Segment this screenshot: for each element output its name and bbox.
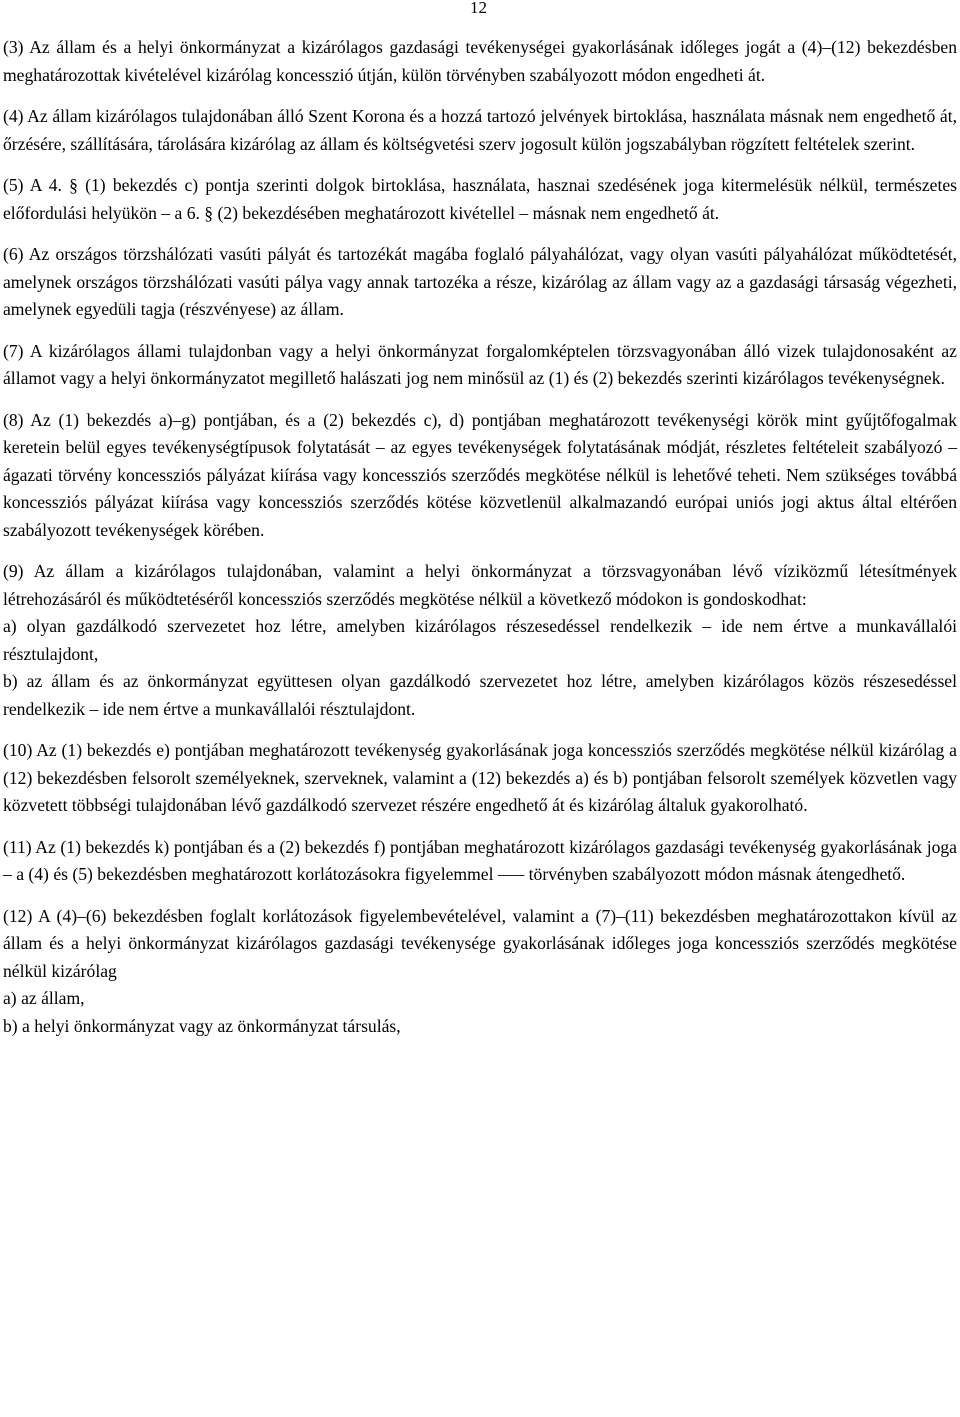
paragraph-12-point-a: a) az állam, <box>3 988 85 1008</box>
paragraph-12-group <box>3 903 957 1041</box>
paragraph-11: (11) Az (1) bekezdés k) pontjában és a (2) bekezdés f) pontjában meghatározott kizárólagos gazdasági tevékenység gyakorlásának joga ‒ a (4) és (5) bekezdésben meghatározott korlátozásokra figyelemmel —– törvényben szabályozott módon másnak átengedhető. <box>3 836 957 884</box>
paragraph-5: (5) A 4. § (1) bekezdés c) pontja szerinti dolgok birtoklása, használata, hasznai szedésének joga kitermelésük nélkül, természetes előfordulási helyükön ‒ a 6. § (2) bekezdésében meghatározott kivétellel ‒ másnak nem engedhető át. <box>3 175 957 223</box>
paragraph-8: (8) Az (1) bekezdés a)‒g) pontjában, és a (2) bekezdés c), d) pontjában meghatározott tevékenységi körök mint gyűjtőfogalmak keretein belül egyes tevékenységtípusok folytatását ‒ az egyes tevékenységek folytatásának módját, részletes feltételeit szabályozó ‒ ágazati törvény koncessziós pályázat kiírása vagy koncessziós szerződés megkötése nélkül is lehetővé teheti. Nem szükséges továbbá koncessziós pályázat kiírása vagy koncessziós szerződés kötése közvetlenül alkalmazandó európai uniós jogi aktus által eltérően szabályozott tevékenységek körében. <box>3 409 957 540</box>
paragraph-3: (3) Az állam és a helyi önkormányzat a kizárólagos gazdasági tevékenységei gyakorlásának időleges jogát a (4)–(12) bekezdésben meghatározottak kivételével kizárólag koncesszió útján, külön törvényben szabályozott módon engedheti át. <box>3 37 957 85</box>
paragraph-12-point-b: b) a helyi önkormányzat vagy az önkormányzat társulás, <box>3 1015 401 1036</box>
paragraph-9: (9) Az állam a kizárólagos tulajdonában, valamint a helyi önkormányzat a törzsvagyonában lévő víziközmű létesítmények létrehozásáról és működtetéséről koncessziós szerződés megkötése nélkül a következő módokon is gondoskodhat: <box>3 561 957 609</box>
paragraph-12: (12) A (4)–(6) bekezdésben foglalt korlátozások figyelembevételével, valamint a (7)‒(11) bekezdésben meghatározottakon kívül az állam és a helyi önkormányzat kizárólagos gazdasági tevékenysége gyakorlásának időleges joga koncessziós szerződés megkötése nélkül kizárólag <box>3 905 957 981</box>
paragraph-6: (6) Az országos törzshálózati vasúti pályát és tartozékát magába foglaló pályahálózat, vagy olyan vasúti pályahálózat működtetését, amelynek országos törzshálózati vasúti pálya vagy annak tartozéka a része, kizárólag az állam vagy az a gazdasági társaság végezheti, amelynek egyedüli tagja (részvényese) az állam. <box>3 244 957 319</box>
paragraph-9-group <box>3 558 957 723</box>
paragraph-7: (7) A kizárólagos állami tulajdonban vagy a helyi önkormányzat forgalomképtelen törzsvagyonában álló vizek tulajdonosaként az államot vagy a helyi önkormányzatot megillető halászati jog nem minősül az (1) és (2) bekezdés szerinti kizárólagos tevékenységnek. <box>3 340 957 388</box>
paragraph-9-point-a: a) olyan gazdálkodó szervezetet hoz létre, amelyben kizárólagos részesedéssel rendelkezik ‒ ide nem értve a munkavállalói résztulajdont, <box>3 616 957 664</box>
paragraph-4: (4) Az állam kizárólagos tulajdonában álló Szent Korona és a hozzá tartozó jelvények birtoklása, használata másnak nem engedhető át, őrzésére, szállítására, tárolására kizárólag az állam és költségvetési szerv jogosult külön jogszabályban rögzített feltételek szerint. <box>3 106 957 154</box>
paragraph-9-point-b: b) az állam és az önkormányzat együttesen olyan gazdálkodó szervezetet hoz létre, amelyben kizárólagos közös részesedéssel rendelkezik ‒ ide nem értve a munkavállalói résztulajdont. <box>3 671 957 719</box>
document-body <box>3 34 957 1054</box>
page-number: 12 <box>470 0 487 17</box>
paragraph-10: (10) Az (1) bekezdés e) pontjában meghatározott tevékenység gyakorlásának joga koncessziós szerződés megkötése nélkül kizárólag a (12) bekezdésben felsorolt személyeknek, szerveknek, valamint a (12) bekezdés a) és b) pontjában felsorolt személyek közvetlen vagy közvetett többségi tulajdonában lévő gazdálkodó szervezet részére engedhető át és kizárólag általuk gyakorolható. <box>3 740 957 815</box>
